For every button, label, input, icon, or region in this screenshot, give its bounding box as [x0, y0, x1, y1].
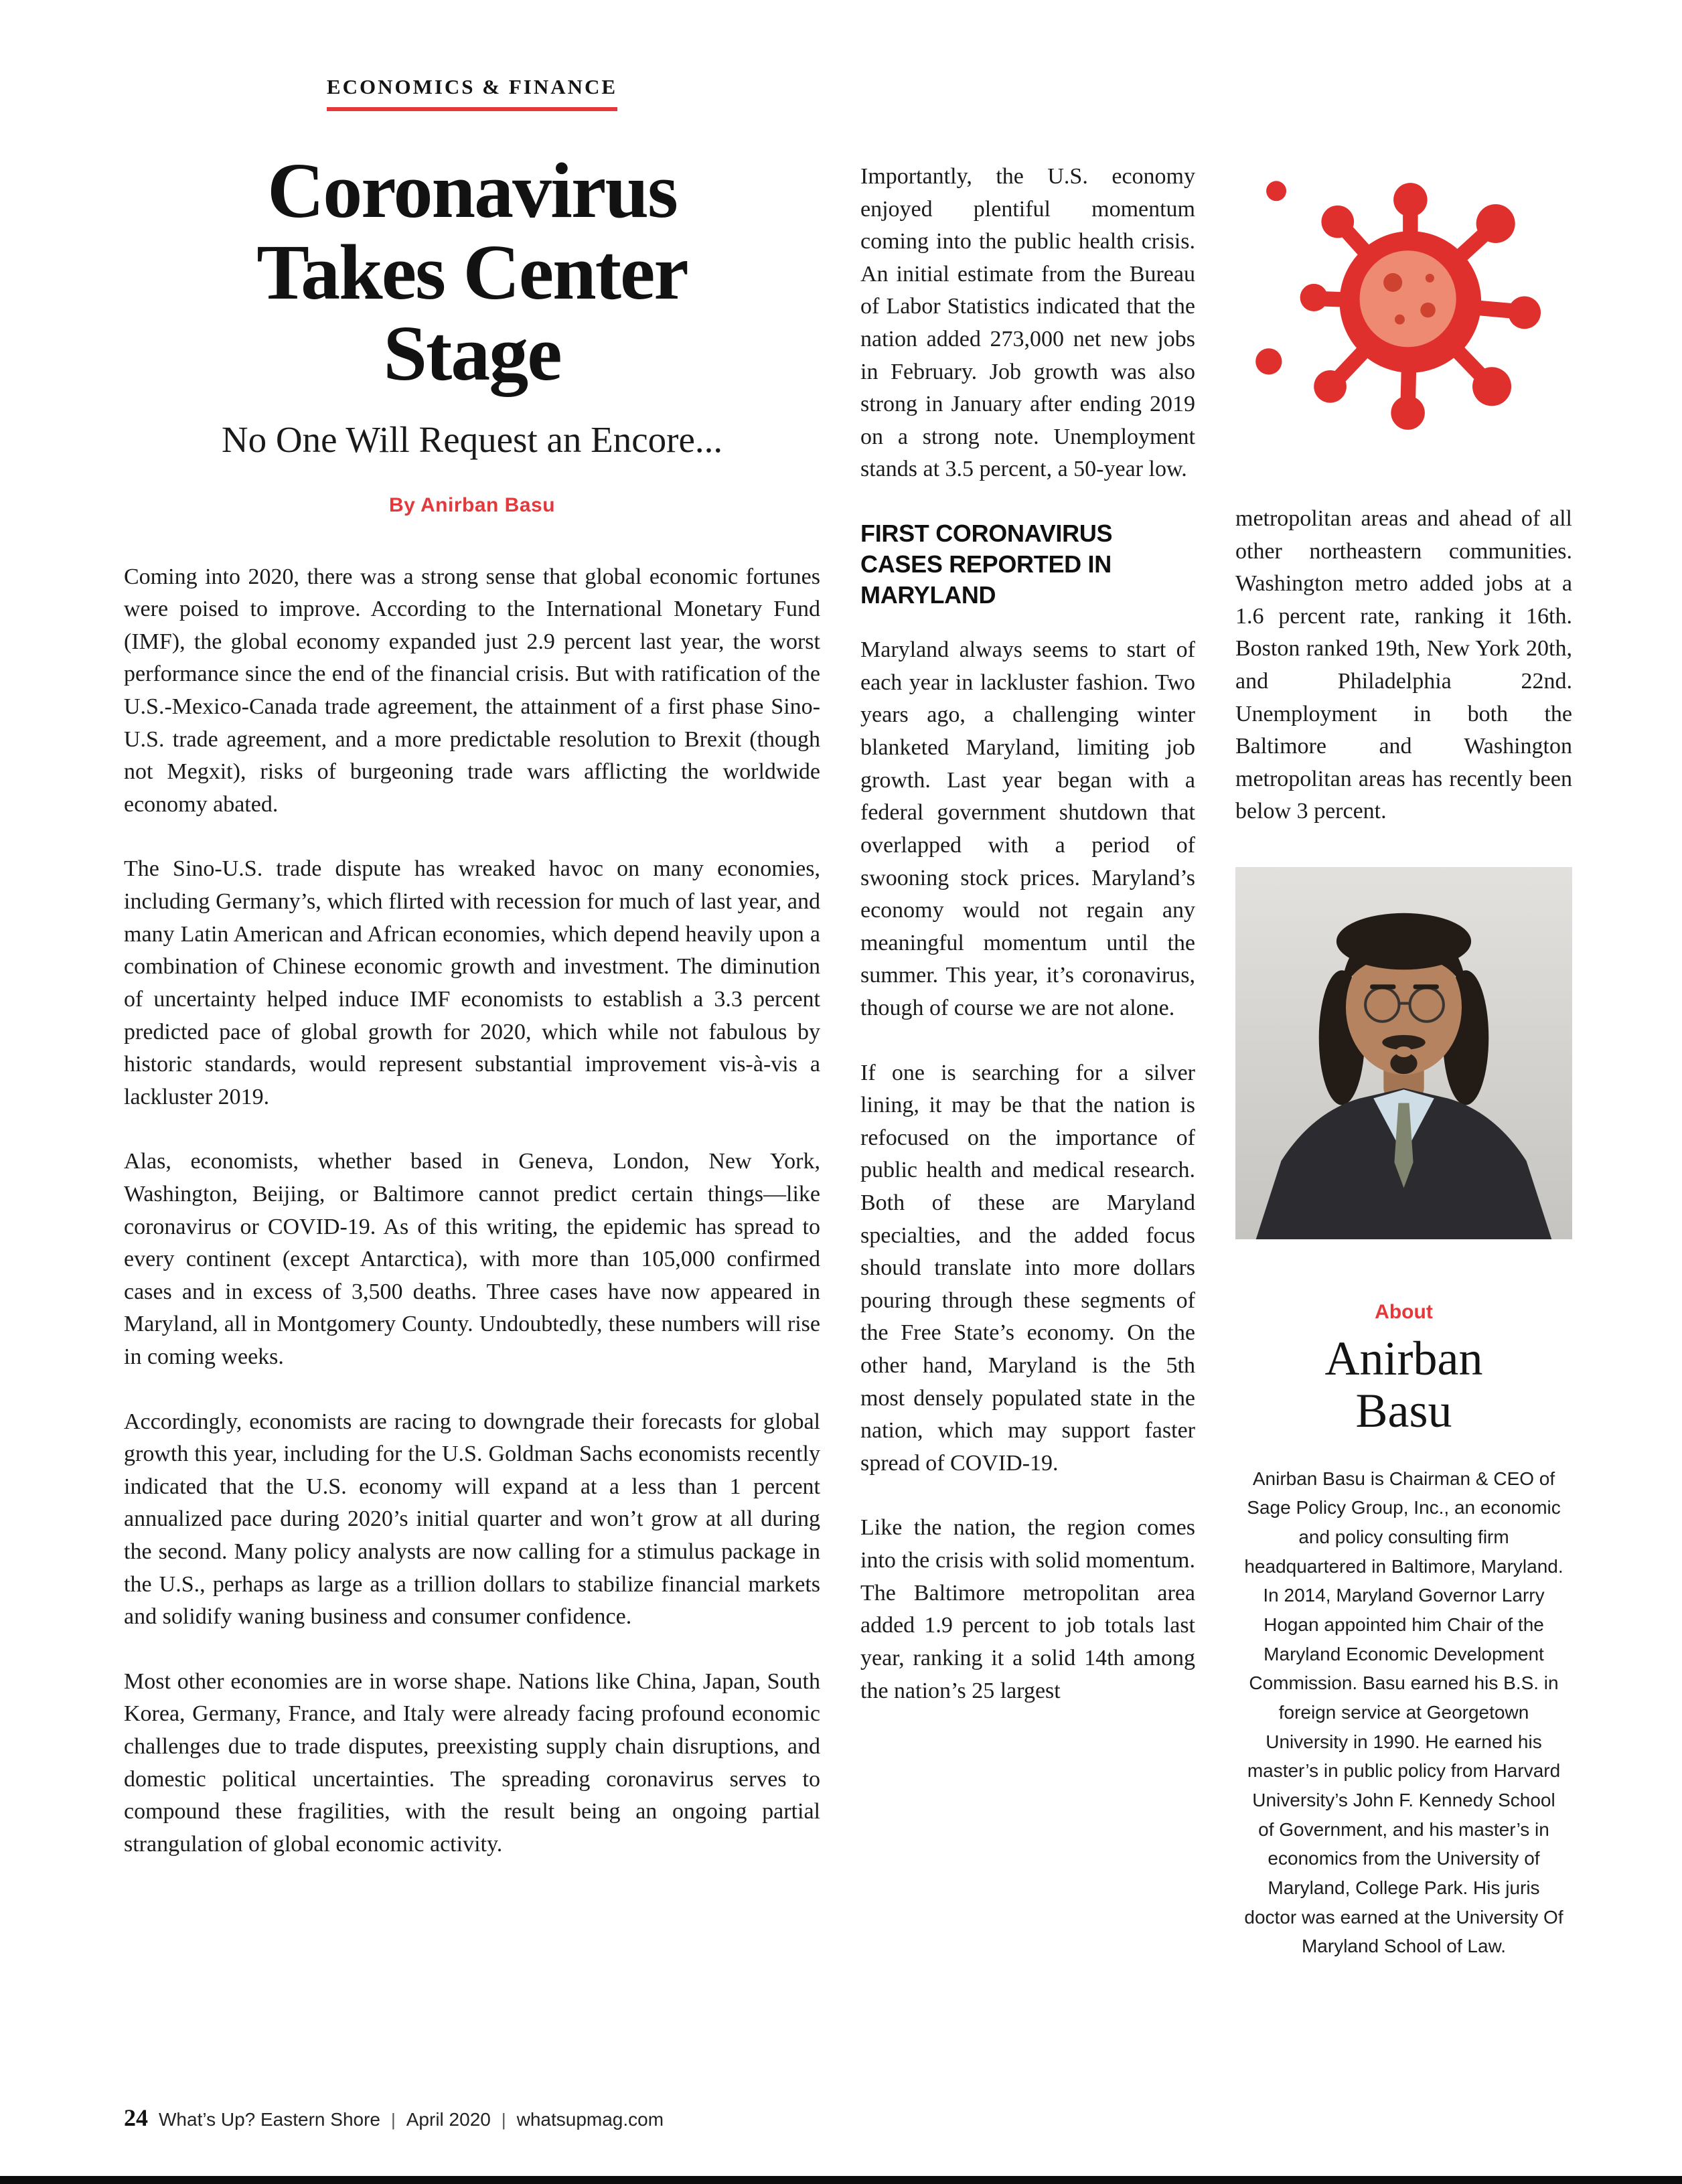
- footer-separator: |: [390, 2110, 396, 2130]
- author-photo: [1235, 867, 1572, 1239]
- body-paragraph: Like the nation, the region comes into the crisis with solid momentum. The Baltimore metropolitan area added 1.9 percent to job totals last year, ranking it a solid 14th among the nation’s 25 largest: [860, 1515, 1195, 1703]
- body-paragraph: The Sino-U.S. trade dispute has wreaked havoc on many economies, including Germany’s, which flirted with recession for much of last year, and many Latin American and African economies, which depend heavily upon a combination of Chinese economic growth and investment. The diminution of uncertainty helped induce IMF economists to establish a 3.3 percent predicted pace of global growth for 2020, which while not fabulous by historic standards, would represent substantial improvement vis-à-vis a lackluster 2019.: [124, 856, 820, 1109]
- left-column-body: [124, 561, 820, 1861]
- body-paragraph: Most other economies are in worse shape. Nations like China, Japan, South Korea, Germany, France, and Italy were already facing profound economic challenges due to trade disputes, preexisting supply chain disruptions, and domestic political uncertainties. The spreading coronavirus serves to compound these fragilities, with the result being an ongoing partial strangulation of global economic activity.: [124, 1668, 820, 1857]
- page-footer: [124, 2104, 664, 2132]
- coronavirus-illustration-wrap: [1235, 154, 1572, 472]
- page-edge-bar: [0, 2176, 1682, 2184]
- body-paragraph: metropolitan areas and ahead of all other northeastern communities. Washington metro added jobs at a 1.6 percent rate, ranking it 16th. Boston ranked 19th, New York 20th, and Philadelphia 22nd. Unemployment in both the Baltimore and Washington metropolitan areas has recently been below 3 percent.: [1235, 506, 1572, 824]
- body-paragraph: Maryland always seems to start of each year in lackluster fashion. Two years ago, a challenging winter blanketed Maryland, limiting job growth. Last year began with a federal government shutdown that overlapped with a period of swooning stock prices. Maryland’s economy would not regain any meaningful momentum until the summer. This year, it’s coronavirus, though of course we are not alone.: [860, 637, 1195, 1020]
- article-title: [124, 147, 820, 398]
- footer-website: whatsupmag.com: [516, 2109, 664, 2130]
- body-paragraph: If one is searching for a silver lining, it may be that the nation is refocused on the importance of public health and medical research. Both of these are Maryland specialties, and the added focus should translate into more dollars pouring through these segments of the Free State’s economy. On the other hand, Maryland is the 5th most densely populated state in the nation, which may support faster spread of COVID-19.: [860, 1060, 1195, 1476]
- article-title-line: Stage: [383, 309, 561, 398]
- column-right: [1235, 75, 1572, 1961]
- footer-issue-date: April 2020: [406, 2109, 491, 2130]
- column-left: [124, 75, 820, 1961]
- article-title-line: Takes Center: [256, 228, 688, 316]
- body-paragraph: Accordingly, economists are racing to downgrade their forecasts for global growth this year, including for the U.S. Goldman Sachs economists recently indicated that the U.S. economy will expand at a less than 1 percent annualized pace during 2020’s initial quarter and won’t grow at all during the second. Many policy analysts are now calling for a stimulus package in the U.S., perhaps as large as a trillion dollars to stabilize financial markets and solidify waning business and consumer confidence.: [124, 1409, 820, 1630]
- section-heading: FIRST CORONAVIRUS CASES REPORTED IN MARYLAND: [860, 520, 1113, 609]
- article-subtitle: No One Will Request an Encore...: [221, 418, 723, 460]
- footer-separator: |: [501, 2110, 506, 2130]
- author-name-line: Anirban: [1324, 1332, 1483, 1386]
- about-label: About: [1375, 1301, 1433, 1324]
- section-label: ECONOMICS & FINANCE: [327, 75, 617, 111]
- article-byline: By Anirban Basu: [388, 493, 556, 516]
- footer-magazine-name: What’s Up? Eastern Shore: [159, 2109, 380, 2130]
- body-paragraph: Coming into 2020, there was a strong sense that global economic fortunes were poised to improve. According to the International Monetary Fund (IMF), the global economy expanded just 2.9 percent last year, the worst performance since the end of the financial crisis. But with ratification of the U.S.-Mexico-Canada trade agreement, the attainment of a first phase Sino-U.S. trade agreement, and a more predictable resolution to Brexit (though not Megxit), risks of burgeoning trade wars afflicting the worldwide economy abated.: [124, 564, 820, 817]
- column-middle: [860, 75, 1195, 1961]
- author-bio: Anirban Basu is Chairman & CEO of Sage Policy Group, Inc., an economic and policy consulting firm headquartered in Baltimore, Maryland. In 2014, Maryland Governor Larry Hogan appointed him Chair of the Maryland Economic Development Commission. Basu earned his B.S. in foreign service at Georgetown University in 1990. He earned his master’s in public policy from Harvard University’s John F. Kennedy School of Government, and his master’s in economics from the University of Maryland, College Park. His juris doctor was earned at the University Of Maryland School of Law.: [1244, 1468, 1563, 1957]
- page-number: 24: [124, 2104, 148, 2131]
- author-name-line: Basu: [1355, 1383, 1452, 1437]
- body-paragraph: Importantly, the U.S. economy enjoyed plentiful momentum coming into the public health crisis. An initial estimate from the Bureau of Labor Statistics indicated that the nation added 273,000 net new jobs in February. Job growth was also strong in January after ending 2019 on a strong note. Unemployment stands at 3.5 percent, a 50-year low.: [860, 164, 1195, 482]
- article-title-line: Coronavirus: [267, 147, 677, 234]
- author-name: [1235, 1333, 1572, 1437]
- section-label-row: [124, 75, 820, 111]
- body-paragraph: Alas, economists, whether based in Geneva, London, New York, Washington, Beijing, or Baltimore cannot predict certain things—like coronavirus or COVID-19. As of this writing, the epidemic has spread to every continent (except Antarctica), with more than 105,000 confirmed cases and in excess of 3,500 deaths. Three cases have now appeared in Maryland, all in Montgomery County. Undoubtedly, these numbers will rise in coming weeks.: [124, 1149, 820, 1369]
- coronavirus-illustration: [1247, 154, 1561, 469]
